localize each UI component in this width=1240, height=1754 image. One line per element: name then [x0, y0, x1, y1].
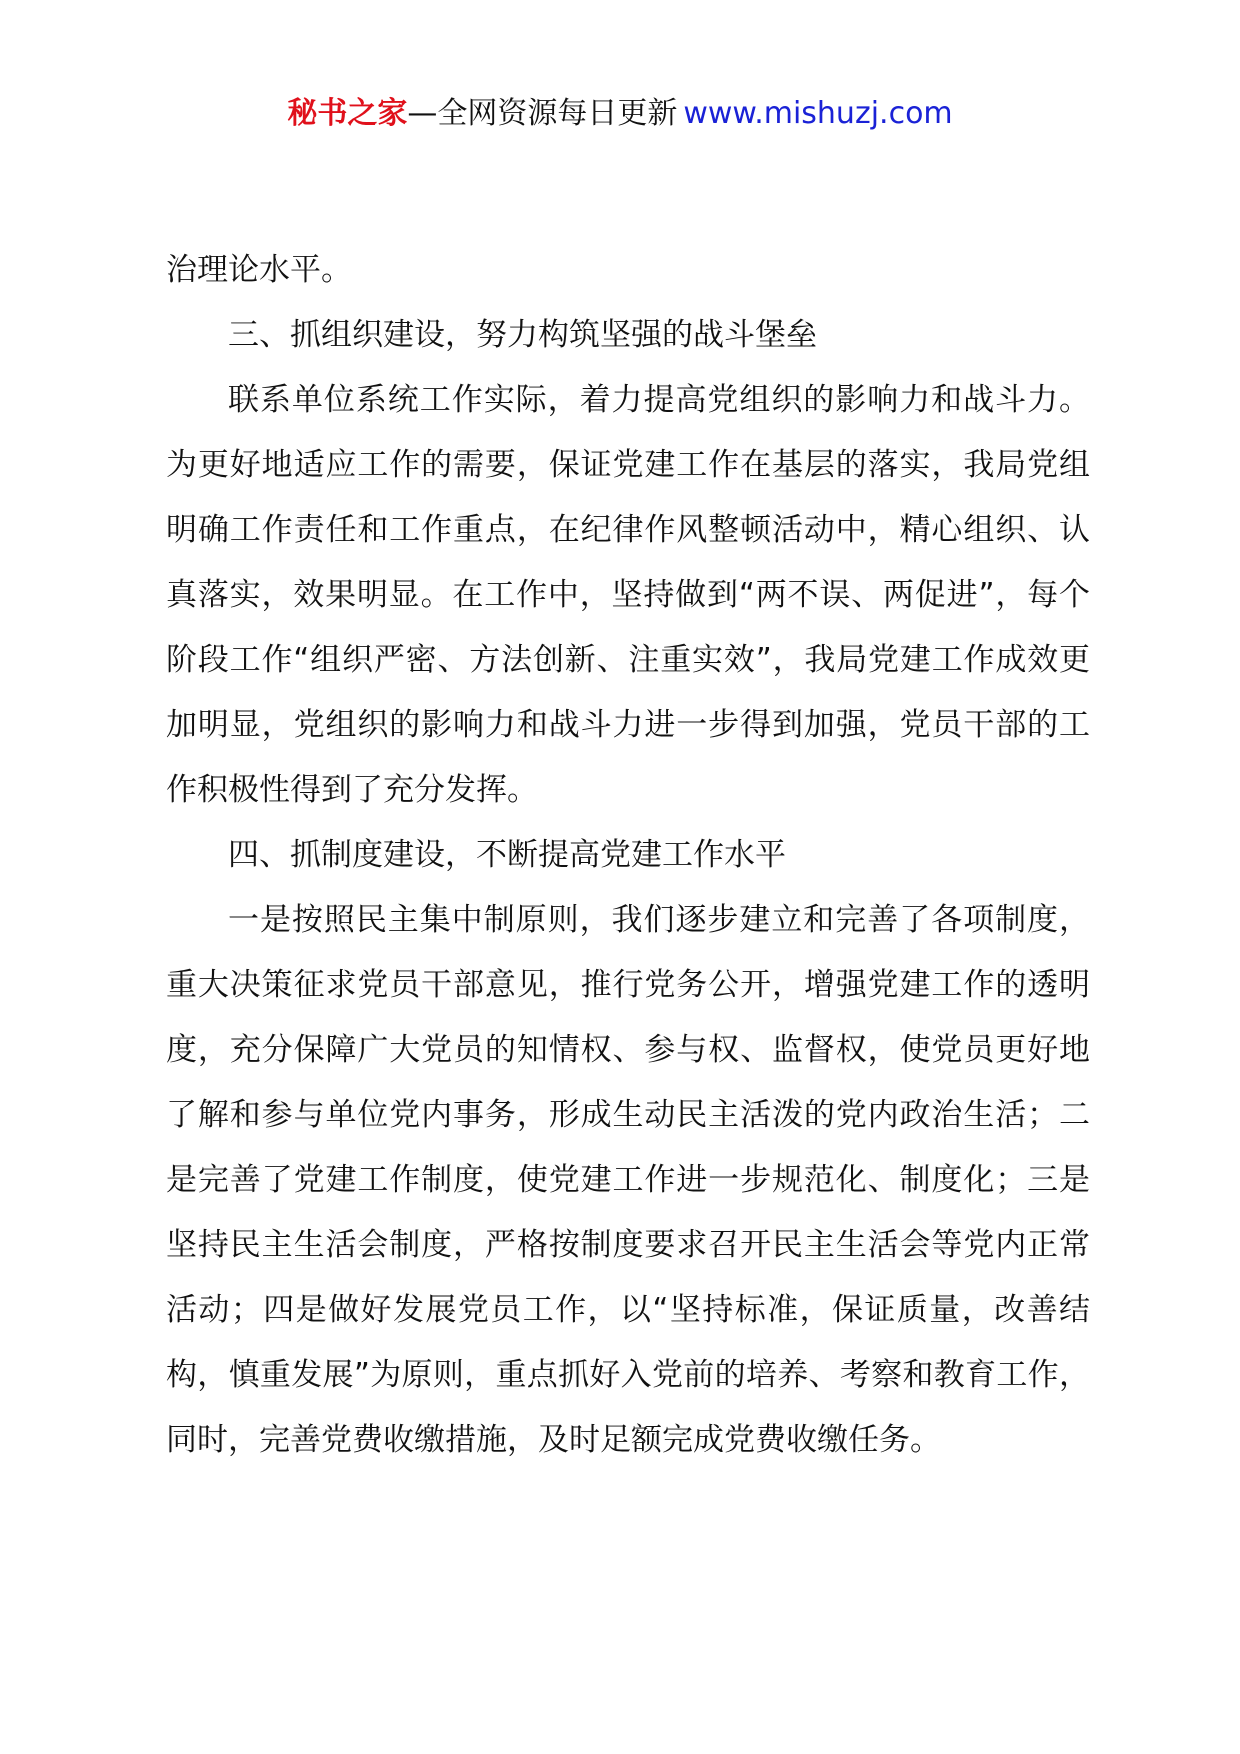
paragraph-continued: 治理论水平。 — [166, 252, 352, 288]
site-url-link[interactable]: www.mishuzj.com — [683, 96, 953, 131]
section-heading-4: 四、抓制度建设，不断提高党建工作水平 — [228, 837, 786, 873]
paragraph-system: 一是按照民主集中制原则，我们逐步建立和完善了各项制度，重大决策征求党员干部意见，推行党务公开，增强党建工作的透明度，充分保障广大党员的知情权、参与权、监督权，使党员更好地了解和参与单位党内事务，形成生动民主活泼的党内政治生活；二是完善了党建工作制度，使党建工作进一步规范化、制度化；三是坚持民主生活会制度，严格按制度要求召开民主生活会等党内正常活动；四是做好发展党员工作，以“坚持标准，保证质量，改善结构，慎重发展”为原则，重点抓好入党前的培养、考察和教育工作，同时，完善党费收缴措施，及时足额完成党费收缴任务。 — [166, 902, 1090, 1458]
site-brand: 秘书之家 — [287, 96, 408, 131]
site-tagline: —全网资源每日更新 — [407, 96, 678, 131]
section-heading-3: 三、抓组织建设，努力构筑坚强的战斗堡垒 — [228, 317, 817, 353]
paragraph-organization: 联系单位系统工作实际，着力提高党组织的影响力和战斗力。为更好地适应工作的需要，保证党建工作在基层的落实，我局党组明确工作责任和工作重点，在纪律作风整顿活动中，精心组织、认真落实，效果明显。在工作中，坚持做到“两不误、两促进”，每个阶段工作“组织严密、方法创新、注重实效”，我局党建工作成效更加明显，党组织的影响力和战斗力进一步得到加强，党员干部的工作积极性得到了充分发挥。 — [166, 382, 1090, 808]
page-header — [0, 94, 1240, 134]
document-body — [166, 238, 1090, 1473]
